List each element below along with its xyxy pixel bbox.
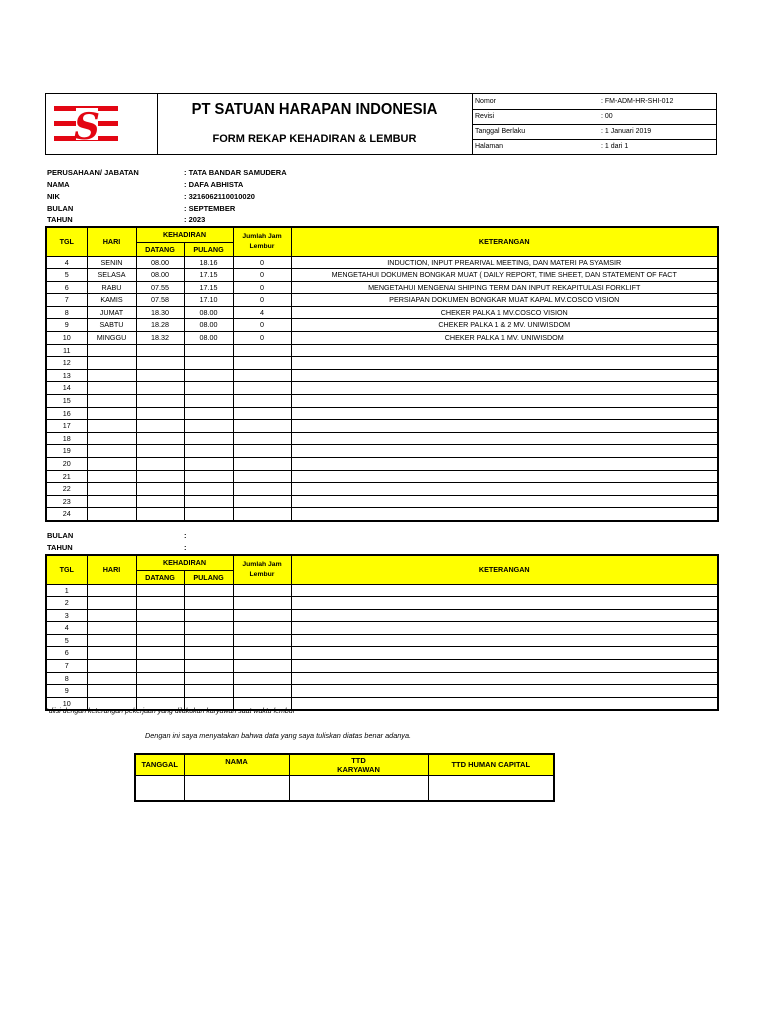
cell-tgl: 16 [46,407,87,420]
cell-keterangan[interactable] [291,609,718,622]
cell-hari[interactable] [87,685,136,698]
table-row [46,332,718,345]
cell-keterangan[interactable]: CHEKER PALKA 1 MV.COSCO VISION [291,306,718,319]
cell-hari[interactable]: SELASA [87,269,136,282]
signature-date-header: TANGGAL [135,754,184,775]
table-row [46,432,718,445]
cell-pulang[interactable]: 17.15 [184,281,233,294]
cell-lembur[interactable] [233,647,291,660]
meta-row-tanggal-berlaku [473,124,717,140]
cell-hari[interactable] [87,369,136,382]
signature-table [134,753,555,802]
cell-hari[interactable] [87,597,136,610]
cell-lembur[interactable]: 0 [233,319,291,332]
cell-keterangan[interactable] [291,660,718,673]
info-label: NIK [47,192,60,201]
meta-label: Revisi [475,113,495,120]
info-value: : 2023 [184,215,206,224]
table-row [46,458,718,471]
cell-keterangan[interactable] [291,647,718,660]
cell-lembur[interactable]: 0 [233,332,291,345]
table-row [46,672,718,685]
cell-tgl: 2 [46,597,87,610]
cell-tgl: 13 [46,369,87,382]
info-value: : [184,531,187,540]
cell-hari[interactable] [87,634,136,647]
cell-pulang[interactable] [184,445,233,458]
cell-datang[interactable]: 07.55 [136,281,184,294]
cell-pulang[interactable] [184,609,233,622]
cell-hari[interactable]: KAMIS [87,294,136,307]
cell-pulang[interactable] [184,685,233,698]
cell-datang[interactable] [136,495,184,508]
cell-datang[interactable] [136,357,184,370]
cell-datang[interactable] [136,622,184,635]
cell-datang[interactable] [136,432,184,445]
cell-tgl: 3 [46,609,87,622]
cell-hari[interactable] [87,483,136,496]
cell-lembur[interactable] [233,685,291,698]
meta-label: Tanggal Berlaku [475,128,526,135]
table-row [46,470,718,483]
cell-lembur[interactable] [233,508,291,521]
cell-datang[interactable] [136,445,184,458]
info-label: NAMA [47,180,70,189]
cell-pulang[interactable] [184,344,233,357]
cell-lembur[interactable] [233,495,291,508]
table-row [46,382,718,395]
cell-hari[interactable]: RABU [87,281,136,294]
cell-keterangan[interactable] [291,357,718,370]
col-pulang-header: PULANG [184,570,233,584]
cell-pulang[interactable]: 18.16 [184,256,233,269]
cell-pulang[interactable] [184,395,233,408]
table-row [46,256,718,269]
cell-keterangan[interactable] [291,470,718,483]
footnote: *diisi dengan keterangan pekerjaan yang dilakukan karyawan saat waktu lembur [46,708,296,715]
form-header [45,93,717,155]
table1-header-row [46,227,718,242]
company-logo [46,94,158,154]
cell-keterangan[interactable] [291,672,718,685]
cell-tgl: 6 [46,281,87,294]
cell-keterangan[interactable] [291,634,718,647]
table-row [46,495,718,508]
col-tgl-header: TGL [46,555,87,584]
info-value: : SEPTEMBER [184,204,236,213]
col-datang-header: DATANG [136,242,184,256]
cell-tgl: 5 [46,634,87,647]
cell-datang[interactable]: 18.30 [136,306,184,319]
cell-keterangan[interactable] [291,685,718,698]
table-row [46,306,718,319]
cell-hari[interactable] [87,609,136,622]
cell-lembur[interactable] [233,420,291,433]
cell-hari[interactable] [87,495,136,508]
table-row [46,508,718,521]
table-row [46,281,718,294]
cell-pulang[interactable] [184,357,233,370]
cell-keterangan[interactable]: INDUCTION, INPUT PREARIVAL MEETING, DAN MATERI PA SYAMSIR [291,256,718,269]
cell-keterangan[interactable] [291,432,718,445]
cell-hari[interactable]: JUMAT [87,306,136,319]
declaration-text: Dengan ini saya menyatakan bahwa data yang saya tuliskan diatas benar adanya. [144,731,412,740]
cell-hari[interactable] [87,344,136,357]
signature-employee-label: TTD KARYAWAN [337,755,380,774]
table-row [46,483,718,496]
cell-tgl: 23 [46,495,87,508]
col-hari-header: HARI [87,227,136,256]
cell-pulang[interactable] [184,470,233,483]
cell-datang[interactable] [136,382,184,395]
table-row [46,420,718,433]
cell-tgl: 4 [46,256,87,269]
cell-datang[interactable]: 08.00 [136,269,184,282]
signature-name-header: NAMA [184,754,289,775]
cell-lembur[interactable] [233,660,291,673]
table-row [46,369,718,382]
cell-tgl: 18 [46,432,87,445]
cell-hari[interactable] [87,660,136,673]
cell-hari[interactable] [87,584,136,597]
cell-pulang[interactable] [184,420,233,433]
table-row [46,584,718,597]
table-row [46,269,718,282]
cell-datang[interactable] [136,660,184,673]
signature-header-row [135,754,554,775]
cell-lembur[interactable] [233,597,291,610]
table-row [46,647,718,660]
cell-tgl: 10 [46,697,87,710]
cell-tgl: 11 [46,344,87,357]
cell-tgl: 9 [46,319,87,332]
table2-header-row [46,555,718,570]
cell-tgl: 7 [46,660,87,673]
info-value: : [184,543,187,552]
col-lembur-header: Jumlah Jam Lembur [233,227,291,256]
cell-pulang[interactable] [184,647,233,660]
cell-keterangan[interactable] [291,697,718,710]
table-row [46,395,718,408]
signature-employee-cell[interactable] [289,775,428,801]
cell-pulang[interactable]: 08.00 [184,332,233,345]
attendance-table-1 [45,226,719,522]
cell-tgl: 20 [46,458,87,471]
cell-pulang[interactable] [184,584,233,597]
cell-lembur[interactable] [233,470,291,483]
info-value: : TATA BANDAR SAMUDERA [184,168,287,177]
cell-tgl: 7 [46,294,87,307]
cell-datang[interactable] [136,470,184,483]
cell-pulang[interactable] [184,483,233,496]
info-label: BULAN [47,204,74,213]
cell-datang[interactable] [136,407,184,420]
signature-date-cell[interactable] [135,775,184,801]
cell-lembur[interactable]: 0 [233,281,291,294]
cell-pulang[interactable]: 17.10 [184,294,233,307]
info-label: TAHUN [47,543,73,552]
cell-lembur[interactable] [233,634,291,647]
cell-pulang[interactable] [184,369,233,382]
col-pulang-header: PULANG [184,242,233,256]
table-row [46,685,718,698]
document-meta [472,94,717,154]
cell-datang[interactable]: 18.32 [136,332,184,345]
cell-datang[interactable] [136,420,184,433]
meta-value: : FM-ADM-HR-SHI-012 [601,98,674,105]
cell-pulang[interactable] [184,597,233,610]
meta-value: : 1 Januari 2019 [601,128,652,135]
cell-datang[interactable] [136,647,184,660]
meta-row-halaman [473,139,717,154]
cell-lembur[interactable] [233,458,291,471]
col-keterangan-header: KETERANGAN [291,227,718,256]
table-row [46,407,718,420]
col-kehadiran-header: KEHADIRAN [136,555,233,570]
cell-datang[interactable] [136,685,184,698]
cell-keterangan[interactable] [291,597,718,610]
cell-pulang[interactable]: 08.00 [184,306,233,319]
cell-lembur[interactable] [233,432,291,445]
cell-datang[interactable] [136,584,184,597]
cell-pulang[interactable] [184,407,233,420]
table-row [46,634,718,647]
form-title: FORM REKAP KEHADIRAN & LEMBUR [212,133,417,145]
cell-tgl: 15 [46,395,87,408]
table-row [46,357,718,370]
cell-datang[interactable] [136,634,184,647]
cell-keterangan[interactable] [291,369,718,382]
table-row [46,319,718,332]
cell-hari[interactable] [87,458,136,471]
cell-datang[interactable] [136,597,184,610]
meta-value: : 1 dari 1 [601,143,629,150]
cell-hari[interactable]: SENIN [87,256,136,269]
cell-lembur[interactable] [233,382,291,395]
cell-keterangan[interactable] [291,420,718,433]
logo-letter: S [74,106,100,144]
signature-employee-header [289,754,428,775]
cell-datang[interactable] [136,508,184,521]
cell-pulang[interactable] [184,660,233,673]
cell-datang[interactable]: 07.58 [136,294,184,307]
cell-tgl: 9 [46,685,87,698]
cell-tgl: 24 [46,508,87,521]
cell-pulang[interactable]: 17.15 [184,269,233,282]
table-row [46,294,718,307]
cell-pulang[interactable] [184,634,233,647]
cell-datang[interactable] [136,483,184,496]
cell-datang[interactable] [136,672,184,685]
cell-keterangan[interactable]: CHEKER PALKA 1 & 2 MV. UNIWISDOM [291,319,718,332]
cell-tgl: 8 [46,306,87,319]
cell-pulang[interactable]: 08.00 [184,319,233,332]
cell-keterangan[interactable] [291,495,718,508]
cell-tgl: 8 [46,672,87,685]
col-lembur-header: Jumlah Jam Lembur [233,555,291,584]
cell-datang[interactable] [136,395,184,408]
col-datang-header: DATANG [136,570,184,584]
info-value: : 3216062110010020 [184,192,255,201]
cell-tgl: 22 [46,483,87,496]
cell-keterangan[interactable] [291,458,718,471]
cell-keterangan[interactable]: PERSIAPAN DOKUMEN BONGKAR MUAT KAPAL MV.COSCO VISION [291,294,718,307]
meta-row-nomor [473,94,717,110]
meta-label: Halaman [475,143,504,150]
info-label: BULAN [47,531,74,540]
cell-hari[interactable] [87,407,136,420]
cell-hari[interactable] [87,647,136,660]
table-row [46,622,718,635]
signature-name-cell[interactable] [184,775,289,801]
cell-datang[interactable]: 18.28 [136,319,184,332]
cell-lembur[interactable] [233,622,291,635]
cell-lembur[interactable] [233,344,291,357]
cell-keterangan[interactable] [291,483,718,496]
cell-keterangan[interactable] [291,445,718,458]
col-keterangan-header: KETERANGAN [291,555,718,584]
cell-lembur[interactable] [233,395,291,408]
cell-lembur[interactable] [233,672,291,685]
cell-datang[interactable]: 08.00 [136,256,184,269]
cell-hari[interactable] [87,445,136,458]
info-value: : DAFA ABHISTA [184,180,244,189]
cell-tgl: 6 [46,647,87,660]
cell-pulang[interactable] [184,432,233,445]
cell-lembur[interactable] [233,369,291,382]
cell-lembur[interactable]: 4 [233,306,291,319]
cell-lembur[interactable] [233,407,291,420]
cell-keterangan[interactable] [291,395,718,408]
cell-pulang[interactable] [184,495,233,508]
cell-lembur[interactable] [233,609,291,622]
cell-tgl: 5 [46,269,87,282]
cell-pulang[interactable] [184,622,233,635]
table-row [46,344,718,357]
signature-input-row [135,775,554,801]
cell-lembur[interactable] [233,445,291,458]
cell-hari[interactable] [87,470,136,483]
cell-lembur[interactable]: 0 [233,256,291,269]
cell-tgl: 1 [46,584,87,597]
cell-hari[interactable]: SABTU [87,319,136,332]
cell-hari[interactable] [87,357,136,370]
cell-pulang[interactable] [184,508,233,521]
logo-mark [54,104,150,144]
cell-hari[interactable] [87,622,136,635]
cell-keterangan[interactable] [291,344,718,357]
info-label: TAHUN [47,215,73,224]
cell-datang[interactable] [136,609,184,622]
col-kehadiran-header: KEHADIRAN [136,227,233,242]
table-row [46,660,718,673]
cell-lembur[interactable]: 0 [233,294,291,307]
company-name: PT SATUAN HARAPAN INDONESIA [191,101,438,118]
cell-tgl: 14 [46,382,87,395]
meta-value: : 00 [601,113,613,120]
cell-tgl: 12 [46,357,87,370]
cell-lembur[interactable] [233,584,291,597]
cell-keterangan[interactable] [291,584,718,597]
cell-keterangan[interactable]: MENGETAHUI MENGENAI SHIPING TERM DAN INPUT REKAPITULASI FORKLIFT [291,281,718,294]
cell-datang[interactable] [136,344,184,357]
cell-hari[interactable]: MINGGU [87,332,136,345]
cell-keterangan[interactable]: CHEKER PALKA 1 MV. UNIWISDOM [291,332,718,345]
cell-lembur[interactable] [233,357,291,370]
table-row [46,445,718,458]
cell-tgl: 10 [46,332,87,345]
cell-pulang[interactable] [184,458,233,471]
cell-keterangan[interactable]: MENGETAHUI DOKUMEN BONGKAR MUAT ( DAILY REPORT, TIME SHEET, DAN STATEMENT OF FACT [291,269,718,282]
cell-datang[interactable] [136,369,184,382]
cell-hari[interactable] [87,420,136,433]
cell-keterangan[interactable] [291,382,718,395]
cell-tgl: 19 [46,445,87,458]
cell-hari[interactable] [87,672,136,685]
signature-hc-header: TTD HUMAN CAPITAL [428,754,554,775]
signature-hc-cell[interactable] [428,775,554,801]
cell-pulang[interactable] [184,382,233,395]
table-row [46,609,718,622]
meta-label: Nomor [475,98,497,105]
cell-keterangan[interactable] [291,407,718,420]
cell-datang[interactable] [136,458,184,471]
col-tgl-header: TGL [46,227,87,256]
meta-row-revisi [473,109,717,125]
col-hari-header: HARI [87,555,136,584]
cell-tgl: 4 [46,622,87,635]
cell-lembur[interactable]: 0 [233,269,291,282]
cell-tgl: 17 [46,420,87,433]
cell-tgl: 21 [46,470,87,483]
cell-lembur[interactable] [233,483,291,496]
cell-hari[interactable] [87,432,136,445]
table-row [46,597,718,610]
cell-hari[interactable] [87,508,136,521]
cell-keterangan[interactable] [291,508,718,521]
cell-keterangan[interactable] [291,622,718,635]
attendance-table-2 [45,554,719,711]
cell-hari[interactable] [87,382,136,395]
cell-hari[interactable] [87,395,136,408]
info-label: PERUSAHAAN/ JABATAN [47,168,139,177]
cell-pulang[interactable] [184,672,233,685]
